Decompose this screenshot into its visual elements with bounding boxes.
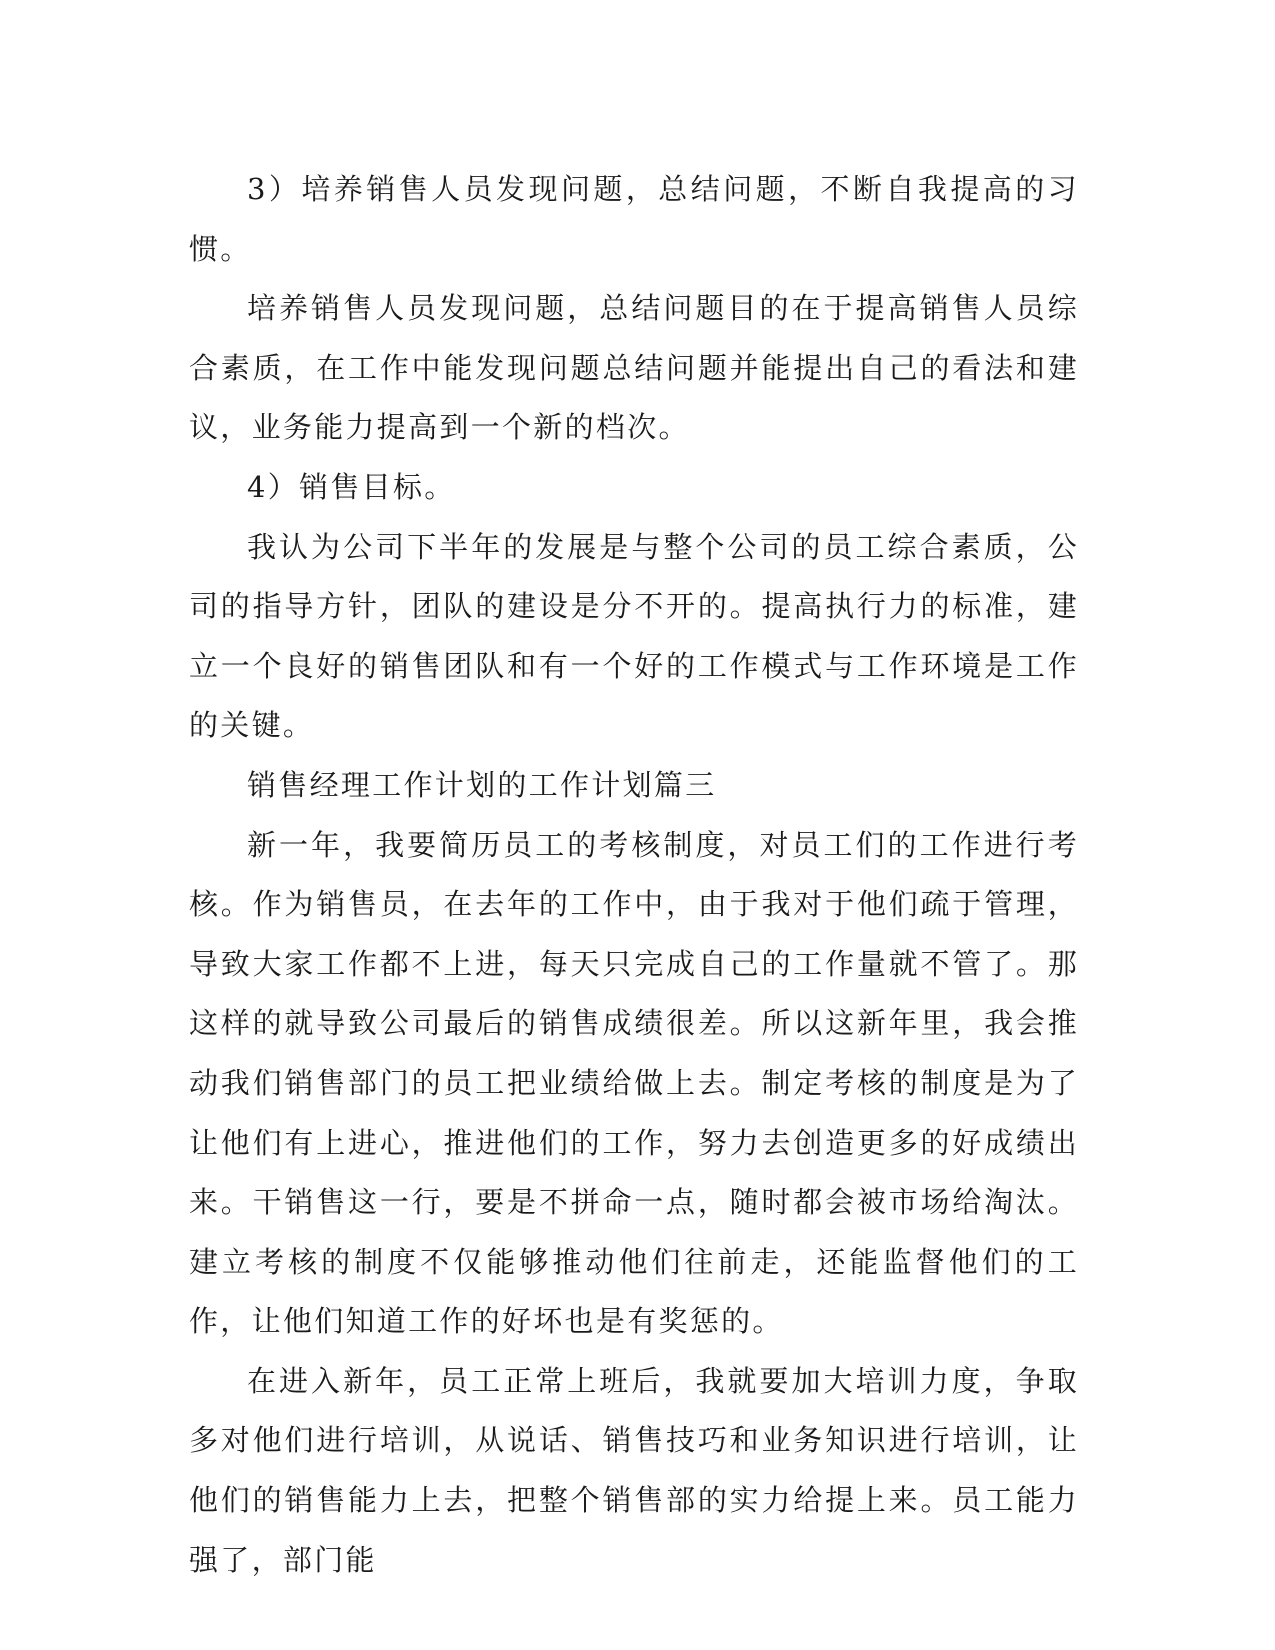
paragraph-training: 在进入新年，员工正常上班后，我就要加大培训力度，争取多对他们进行培训，从说话、销售技巧和业务知识进行培训，让他们的销售能力上去，把整个销售部的实力给提上来。员工能力强了，部门能 [189,1363,1079,1577]
document-body [189,160,1079,1590]
paragraph-assessment-system: 新一年，我要简历员工的考核制度，对员工们的工作进行考核。作为销售员，在去年的工作中，由于我对于他们疏于管理，导致大家工作都不上进，每天只完成自己的工作量就不管了。那这样的就导致公司最后的销售成绩很差。所以这新年里，我会推动我们销售部门的员工把业绩给做上去。制定考核的制度是为了让他们有上进心，推进他们的工作，努力去创造更多的好成绩出来。干销售这一行，要是不拼命一点，随时都会被市场给淘汰。建立考核的制度不仅能够推动他们往前走，还能监督他们的工作，让他们知道工作的好坏也是有奖惩的。 [189,827,1079,1339]
paragraph-habit-heading: 3）培养销售人员发现问题，总结问题，不断自我提高的习惯。 [189,172,1079,266]
paragraph-sales-target-heading: 4）销售目标。 [247,469,456,504]
section-title-part-three: 销售经理工作计划的工作计划篇三 [247,767,717,802]
paragraph-sales-target-detail: 我认为公司下半年的发展是与整个公司的员工综合素质，公司的指导方针，团队的建设是分不开的。提高执行力的标准，建立一个良好的销售团队和有一个好的工作模式与工作环境是工作的关键。 [189,529,1079,743]
paragraph-habit-detail: 培养销售人员发现问题，总结问题目的在于提高销售人员综合素质，在工作中能发现问题总结问题并能提出自己的看法和建议，业务能力提高到一个新的档次。 [189,291,1079,445]
